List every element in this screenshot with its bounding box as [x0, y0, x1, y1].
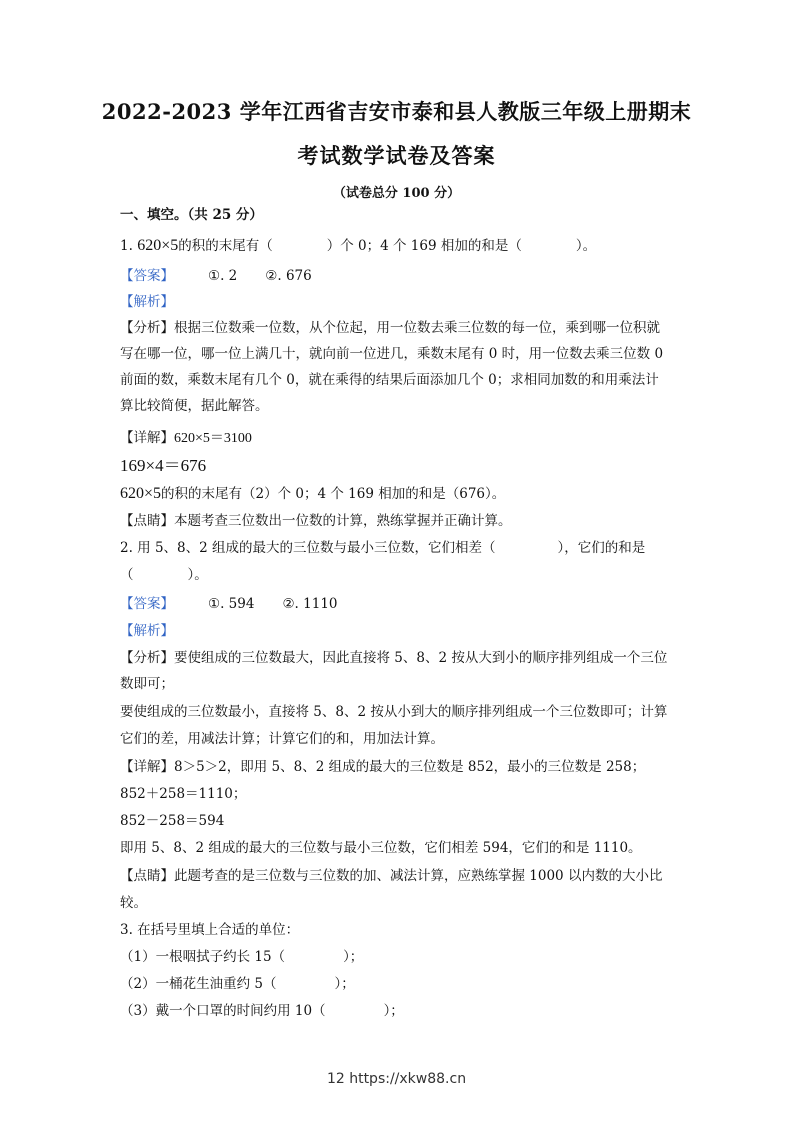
analysis-tag: 【解析】	[120, 623, 174, 639]
question-text: ）。	[187, 567, 208, 583]
analysis-text: 算比较简便，据此解答。	[120, 398, 269, 414]
analysis-tag: 【解析】	[120, 294, 174, 310]
calculation: 852－258＝594	[120, 813, 225, 829]
sub-question-text: ）；	[334, 976, 355, 992]
analysis-line	[120, 318, 680, 338]
question-2-cont	[120, 565, 680, 585]
analysis-line	[120, 648, 680, 668]
question-2	[120, 538, 680, 558]
document-title-line1: 2022-2023 学年江西省吉安市泰和县人教版三年级上册期末	[101, 99, 692, 124]
detail-label: 【详解】	[120, 430, 174, 446]
question-text: ），它们的和是	[557, 540, 646, 556]
math-expression: 620×5＝3100	[174, 431, 252, 446]
sub-question	[120, 947, 680, 967]
analysis-text: 要使组成的三位数最小，直接将 5、8、2 按从小到大的顺序排列组成一个三位数即可；计算	[120, 704, 668, 720]
detail-line	[120, 428, 680, 449]
calculation: 852＋258＝1110；	[120, 786, 247, 802]
result-text: 的积的末尾有（2）个 0；4 个 169 相加的和是（676）。	[161, 486, 506, 502]
result-line	[120, 484, 680, 504]
math-expression: 169×4＝676	[120, 456, 207, 475]
question-text: ）个 0；4 个 169 相加的和是（	[326, 238, 522, 254]
sub-question-text: （2）一桶花生油重约 5（	[120, 976, 277, 992]
question-text: 的积的末尾有（	[178, 238, 273, 254]
conclusion: 即用 5、8、2 组成的最大的三位数与最小三位数，它们相差 594，它们的和是 1110。	[120, 840, 642, 856]
answer-line	[120, 266, 680, 286]
sub-question	[120, 974, 680, 994]
question-number: 1.	[120, 238, 133, 254]
answer-value: ①. 2	[208, 268, 238, 284]
remark-text: 较。	[120, 895, 147, 911]
remark-text: 此题考查的是三位数与三位数的加、减法计算，应熟练掌握 1000 以内数的大小比	[174, 868, 663, 884]
remark-text: 本题考查三位数出一位数的计算，熟练掌握并正确计算。	[174, 513, 512, 529]
sub-question-text: ）；	[343, 949, 364, 965]
analysis-text: 根据三位数乘一位数，从个位起，用一位数去乘三位数的每一位，乘到哪一位积就	[174, 320, 660, 336]
answer-tag: 【答案】	[120, 596, 174, 612]
question-1	[120, 236, 680, 256]
analysis-label: 【分析】	[120, 320, 174, 336]
detail-line	[120, 757, 680, 777]
page-footer: 12 https://xkw88.cn	[326, 1071, 467, 1087]
analysis-text: 要使组成的三位数最大，因此直接将 5、8、2 按从大到小的顺序排列组成一个三位	[174, 650, 668, 666]
analysis-text: 前面的数，乘数末尾有几个 0，就在乘得的结果后面添加几个 0；求相同加数的和用乘法计	[120, 372, 659, 388]
answer-value: ②. 676	[265, 268, 312, 284]
question-3: 3. 在括号里填上合适的单位：	[120, 922, 300, 938]
remark-line	[120, 511, 680, 531]
detail-text: 8＞5＞2，即用 5、8、2 组成的最大的三位数是 852，最小的三位数是 258；	[174, 759, 646, 775]
answer-value: ①. 594	[208, 596, 255, 612]
answer-tag: 【答案】	[120, 268, 174, 284]
math-expression: 620×5	[137, 237, 179, 254]
analysis-text: 它们的差，用减法计算；计算它们的和，用加法计算。	[120, 731, 444, 747]
answer-line	[120, 594, 680, 614]
question-text: ）。	[575, 238, 597, 254]
remark-line	[120, 866, 680, 886]
analysis-text: 写在哪一位，哪一位上满几十，就向前一位进几，乘数末尾有 0 时，用一位数去乘三位数 0	[120, 346, 664, 362]
sub-question	[120, 1001, 680, 1021]
detail-label: 【详解】	[120, 759, 174, 775]
answer-value: ②. 1110	[282, 596, 338, 612]
sub-question-text: （1）一根咽拭子约长 15（	[120, 949, 286, 965]
sub-question-text: ）；	[383, 1003, 404, 1019]
total-score-note: （试卷总分 100 分）	[332, 186, 461, 201]
math-expression: 620×5	[120, 485, 162, 502]
analysis-text: 数即可；	[120, 676, 174, 692]
analysis-label: 【分析】	[120, 650, 174, 666]
section-heading: 一、填空。（共 25 分）	[120, 207, 263, 223]
sub-question-text: （3）戴一个口罩的时间约用 10（	[120, 1003, 326, 1019]
question-text: （	[120, 567, 134, 583]
document-title-line2: 考试数学试卷及答案	[297, 143, 496, 168]
question-text: 2. 用 5、8、2 组成的最大的三位数与最小三位数，它们相差（	[120, 540, 496, 556]
remark-label: 【点睛】	[120, 868, 174, 884]
remark-label: 【点睛】	[120, 513, 174, 529]
